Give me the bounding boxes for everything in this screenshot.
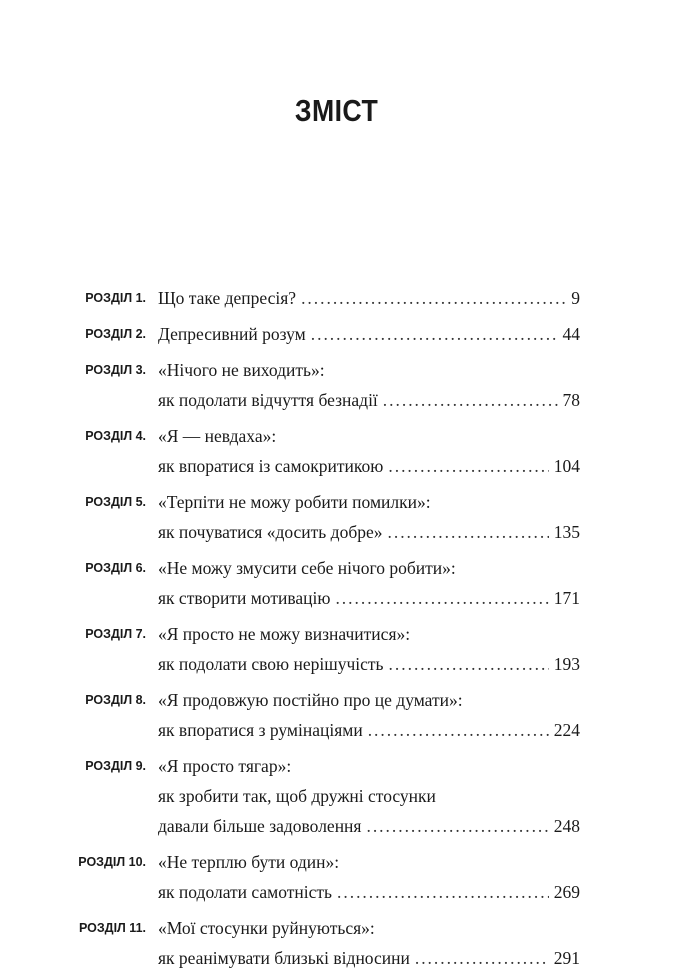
chapter-label: РОЗДІЛ 7. — [85, 627, 146, 641]
page-number: 135 — [553, 522, 580, 542]
chapter-title-line — [158, 811, 580, 841]
page-number: 104 — [553, 456, 580, 476]
dot-leader — [301, 283, 566, 313]
chapter-title-line — [158, 715, 580, 745]
chapter-title-line — [158, 283, 580, 313]
page-number: 78 — [562, 390, 580, 410]
chapter-title-line — [158, 421, 580, 451]
dot-leader — [335, 583, 548, 613]
dot-leader — [311, 319, 558, 349]
chapter-title-text: як створити мотивацію — [158, 588, 331, 608]
toc-entry — [0, 355, 673, 415]
chapter-title-text: Депресивний розум — [158, 324, 306, 344]
dot-leader — [368, 715, 549, 745]
page-number: 248 — [553, 816, 580, 836]
chapter-title-text: як подолати свою нерішучість — [158, 654, 384, 674]
toc-entry — [0, 913, 673, 973]
page-number: 224 — [553, 720, 580, 740]
chapter-title-text: давали більше задоволення — [158, 816, 362, 836]
chapter-label: РОЗДІЛ 1. — [85, 291, 146, 305]
toc-entry — [0, 847, 673, 907]
chapter-label: РОЗДІЛ 3. — [85, 363, 146, 377]
chapter-title-text: «Я — невдаха»: — [158, 426, 277, 446]
page-number: 9 — [571, 288, 580, 308]
chapter-title-text: як впоратися із самокритикою — [158, 456, 384, 476]
page-title: ЗМІСТ — [294, 93, 379, 128]
chapter-label: РОЗДІЛ 11. — [78, 921, 146, 935]
chapter-title-line — [158, 913, 580, 943]
chapter-title-line — [158, 943, 580, 973]
chapter-label: РОЗДІЛ 2. — [85, 327, 146, 341]
chapter-label: РОЗДІЛ 8. — [85, 693, 146, 707]
chapter-title-text: Що таке депресія? — [158, 288, 297, 308]
dot-leader — [366, 811, 548, 841]
chapter-label: РОЗДІЛ 4. — [85, 429, 146, 443]
dot-leader — [415, 943, 549, 973]
chapter-title-text: як почуватися «досить добре» — [158, 522, 383, 542]
chapter-title-line — [158, 781, 580, 811]
dot-leader — [388, 517, 549, 547]
chapter-title-text: «Мої стосунки руйнуються»: — [158, 918, 375, 938]
chapter-title-text: як реанімувати близькі відносини — [158, 948, 410, 968]
chapter-label: РОЗДІЛ 6. — [85, 561, 146, 575]
page-number: 171 — [553, 588, 580, 608]
chapter-title-text: як подолати відчуття безнадії — [158, 390, 378, 410]
chapter-title-text: «Нічого не виходить»: — [158, 360, 325, 380]
toc-entry — [0, 487, 673, 547]
chapter-title-line — [158, 649, 580, 679]
page-number: 269 — [553, 882, 580, 902]
chapter-title-text: «Я продовжую постійно про це думати»: — [158, 690, 463, 710]
dot-leader — [388, 451, 548, 481]
chapter-title-text: «Не можу змусити себе нічого робити»: — [158, 558, 456, 578]
chapter-title-line — [158, 583, 580, 613]
chapter-title-line — [158, 487, 580, 517]
toc-entry — [0, 319, 673, 349]
table-of-contents — [0, 283, 673, 973]
chapter-title-text: «Я просто не можу визначитися»: — [158, 624, 411, 644]
toc-entry — [0, 751, 673, 841]
chapter-label: РОЗДІЛ 5. — [85, 495, 146, 509]
chapter-label: РОЗДІЛ 10. — [78, 855, 146, 869]
chapter-title-line — [158, 385, 580, 415]
chapter-title-line — [158, 355, 580, 385]
chapter-title-text: як зробити так, щоб дружні стосунки — [158, 786, 436, 806]
dot-leader — [383, 385, 558, 415]
page-number: 44 — [562, 324, 580, 344]
chapter-title-line — [158, 751, 580, 781]
page-number: 193 — [553, 654, 580, 674]
chapter-label: РОЗДІЛ 9. — [85, 759, 146, 773]
chapter-title-line — [158, 319, 580, 349]
toc-entry — [0, 421, 673, 481]
chapter-title-line — [158, 847, 580, 877]
chapter-title-text: як подолати самотність — [158, 882, 333, 902]
chapter-title-line — [158, 619, 580, 649]
chapter-title-line — [158, 451, 580, 481]
chapter-title-line — [158, 877, 580, 907]
chapter-title-line — [158, 685, 580, 715]
chapter-title-text: «Не терплю бути один»: — [158, 852, 340, 872]
toc-entry — [0, 619, 673, 679]
dot-leader — [337, 877, 549, 907]
chapter-title-text: як впоратися з румінаціями — [158, 720, 363, 740]
chapter-title-line — [158, 517, 580, 547]
chapter-title-text: «Я просто тягар»: — [158, 756, 292, 776]
toc-entry — [0, 553, 673, 613]
page-number: 291 — [553, 948, 580, 968]
dot-leader — [389, 649, 549, 679]
toc-entry — [0, 685, 673, 745]
chapter-title-text: «Терпіти не можу робити помилки»: — [158, 492, 431, 512]
toc-entry — [0, 283, 673, 313]
chapter-title-line — [158, 553, 580, 583]
